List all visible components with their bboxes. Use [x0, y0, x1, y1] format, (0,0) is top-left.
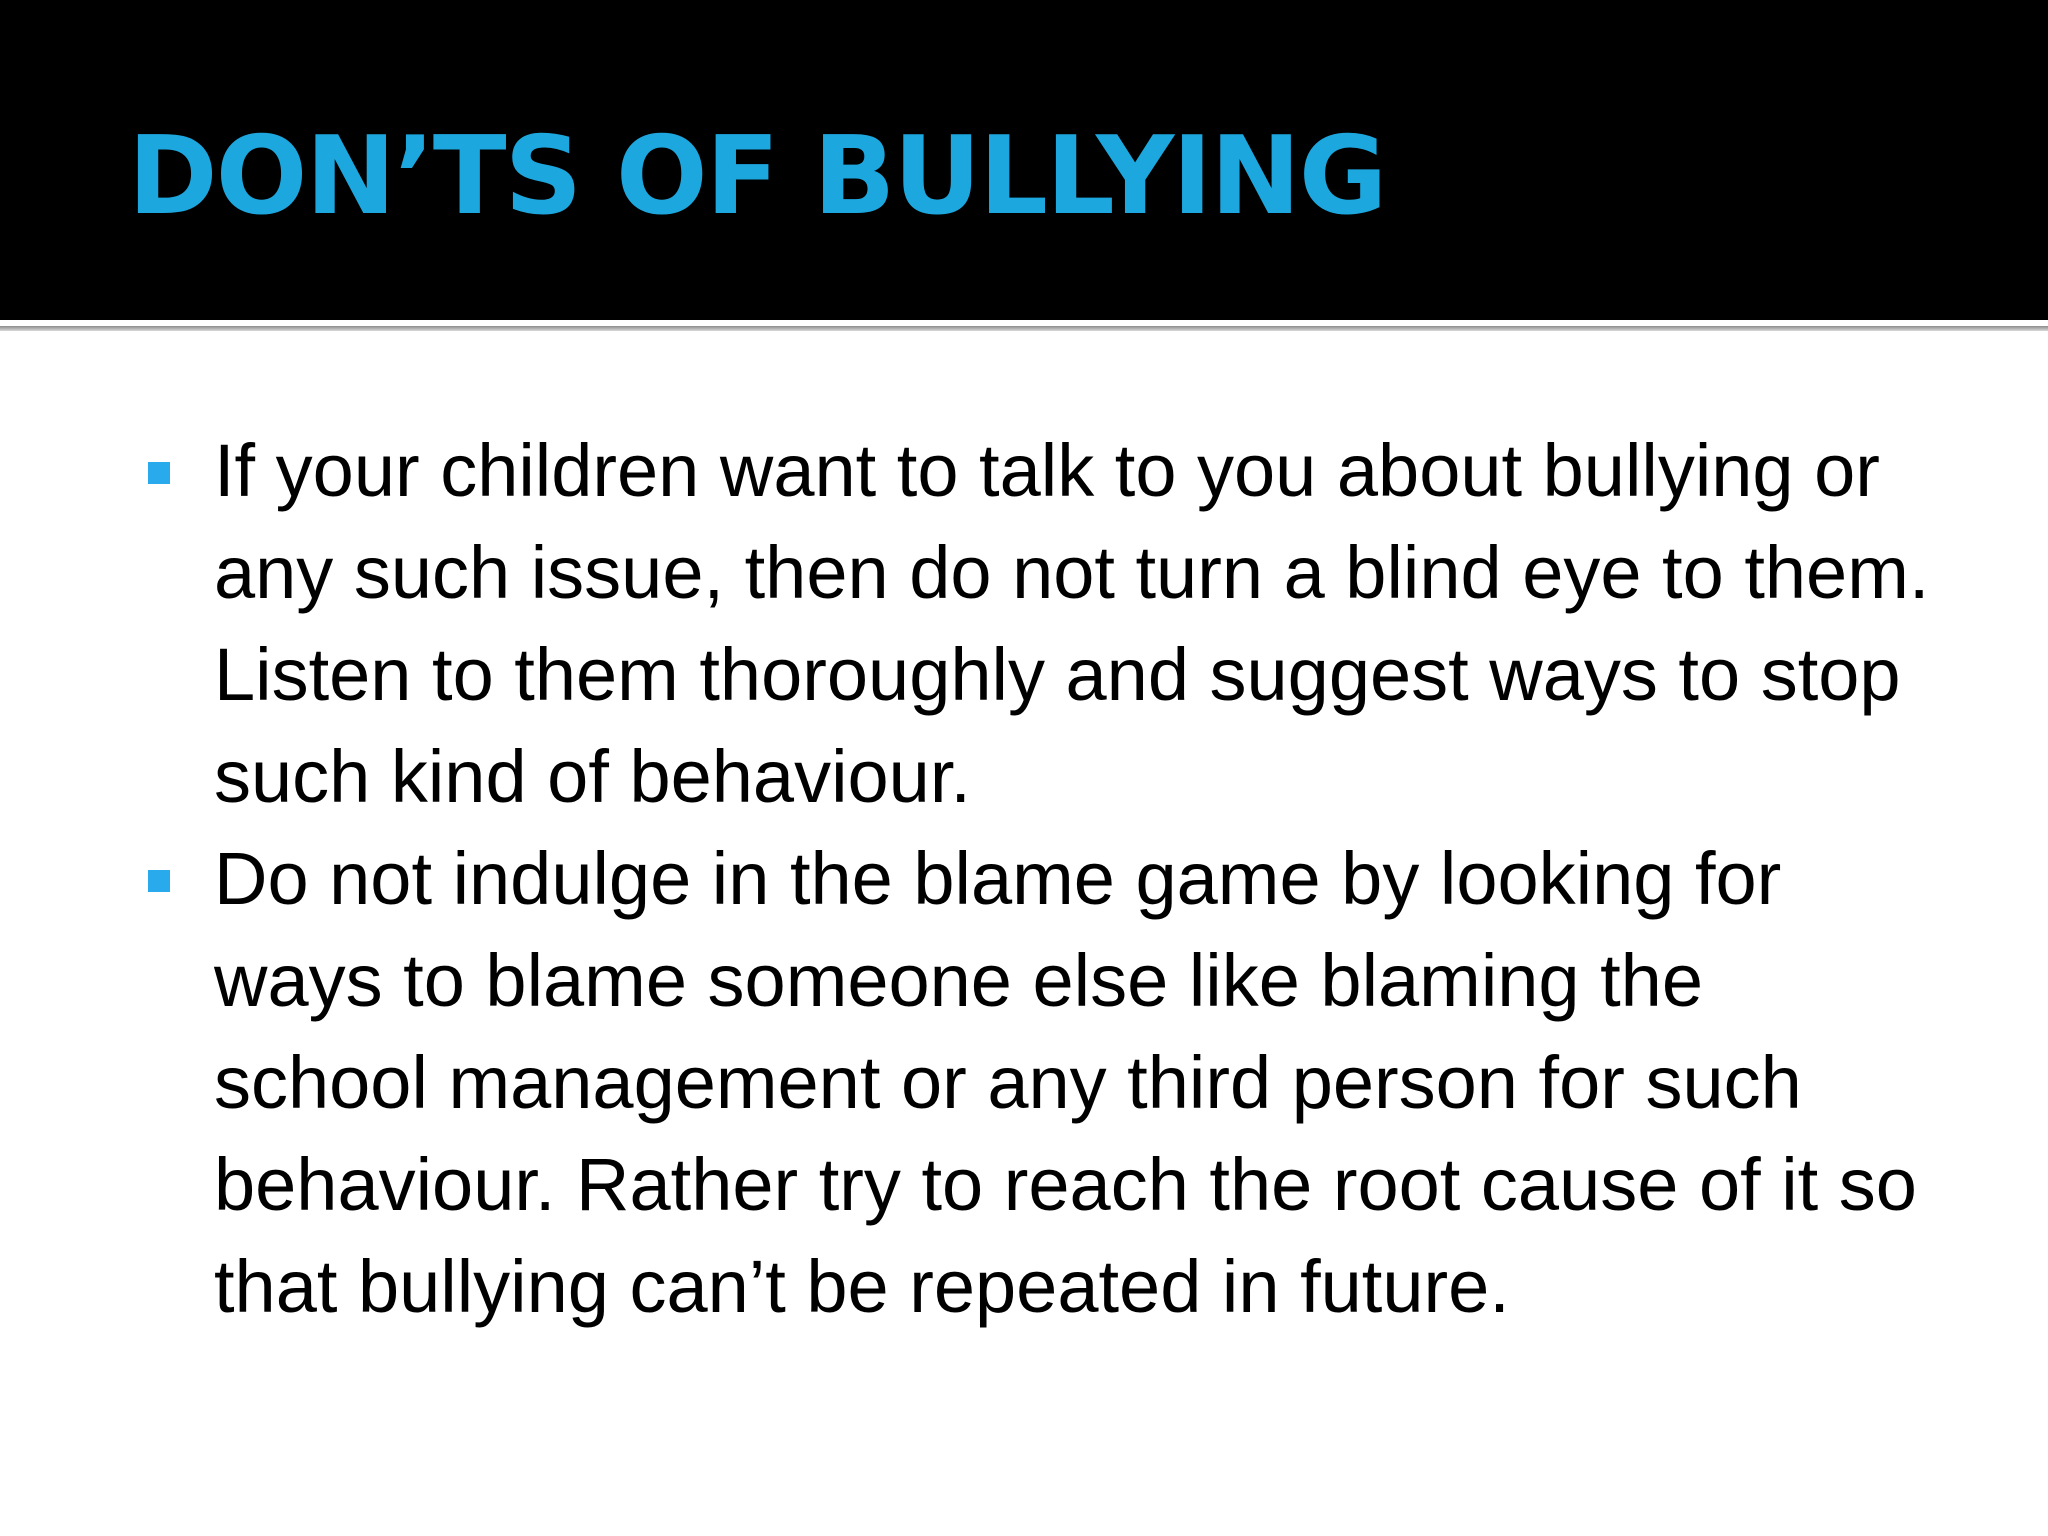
slide-title: DON’TS OF BULLYING — [128, 114, 1386, 239]
title-bar — [0, 0, 2048, 320]
bullet-item — [140, 420, 1930, 828]
bullet-text: If your children want to talk to you about bullying or any such issue, then do not turn a blind eye to them. Listen to them thoroughly and suggest ways to stop such kind of behaviour. — [214, 429, 1930, 818]
title-divider-shadow — [0, 326, 2048, 331]
bullet-text: Do not indulge in the blame game by looking for ways to blame someone else like blaming the school management or any third person for such behaviour. Rather try to reach the root cause of it so that bullying can’t be repeated in future. — [214, 837, 1917, 1328]
square-bullet-icon — [148, 462, 170, 484]
square-bullet-icon — [148, 870, 170, 892]
bullet-item — [140, 828, 1930, 1338]
bullet-list — [140, 420, 1930, 1338]
